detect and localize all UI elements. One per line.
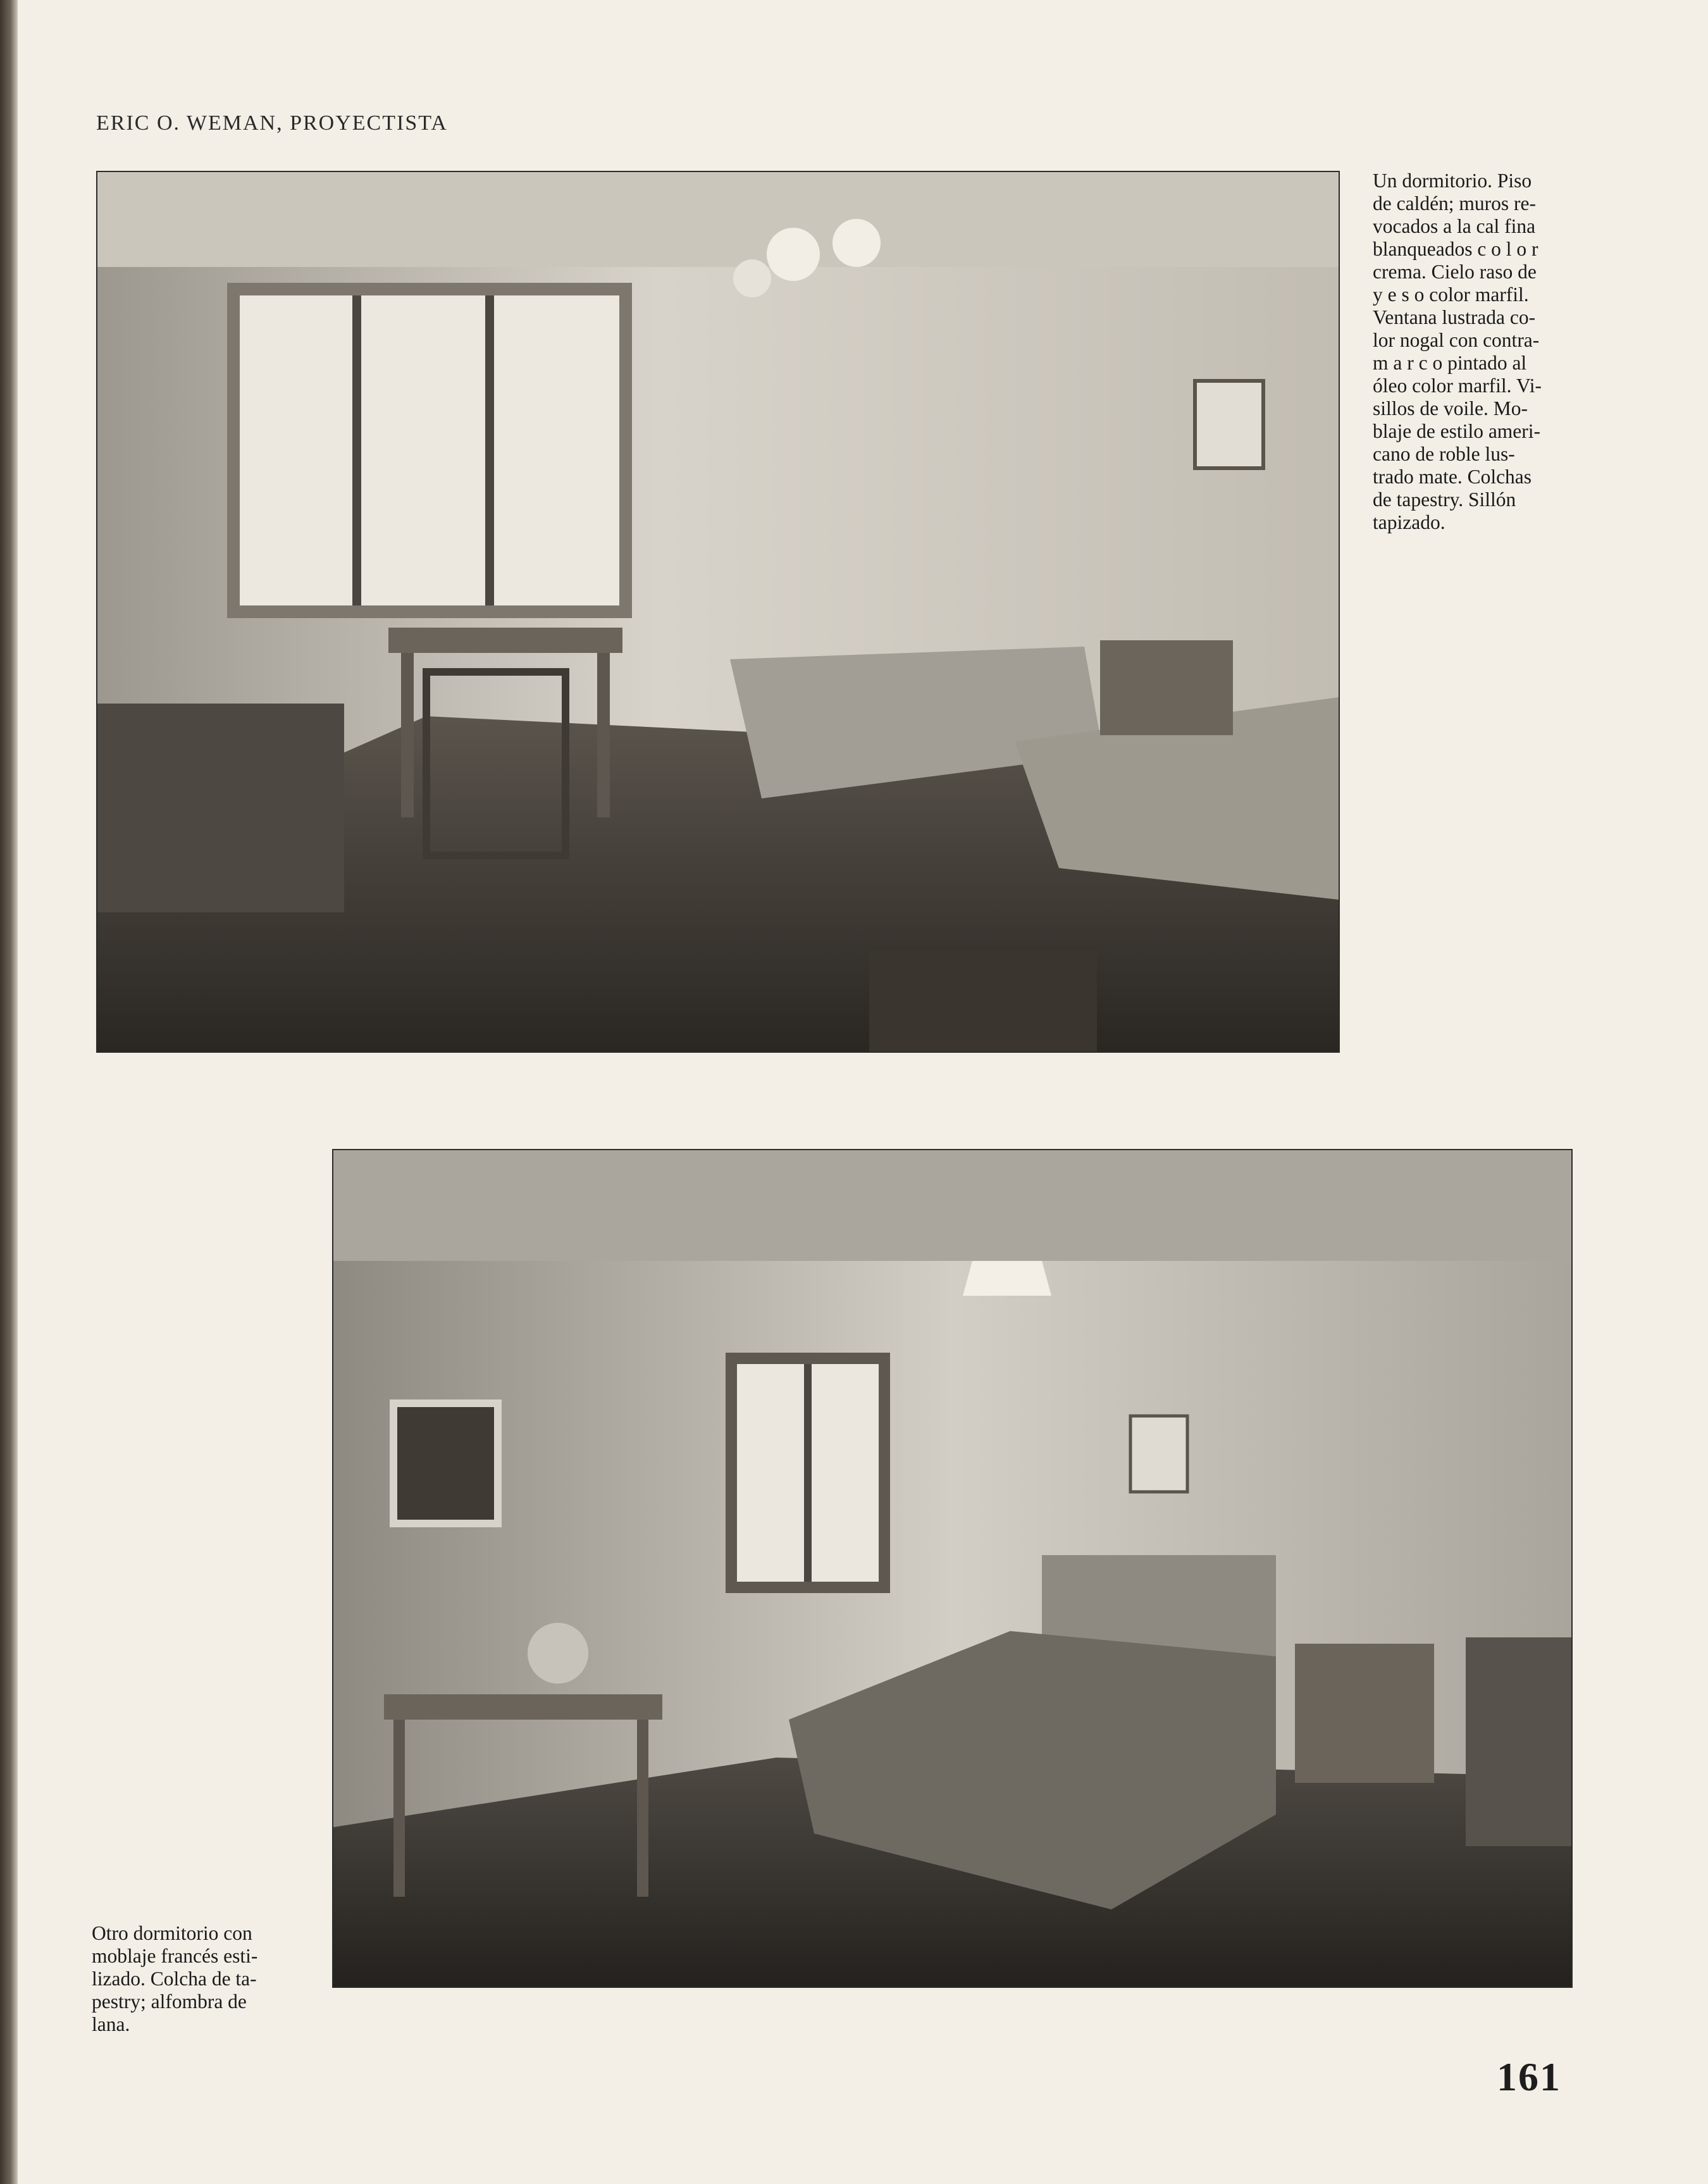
- caption-line: pestry; alfombra de: [92, 1990, 247, 2013]
- caption-line: de tapestry. Sillón: [1373, 488, 1516, 511]
- caption-line: óleo color marfil. Vi-: [1373, 375, 1542, 397]
- caption-line: y e s o color marfil.: [1373, 283, 1529, 306]
- bedroom-photo-single-bed: [332, 1149, 1573, 1988]
- caption-line: lor nogal con contra-: [1373, 329, 1540, 351]
- caption-line: tapizado.: [1373, 511, 1445, 533]
- caption-line: blanqueados c o l o r: [1373, 238, 1538, 260]
- caption-line: trado mate. Colchas: [1373, 466, 1532, 488]
- caption-line: Un dormitorio. Piso: [1373, 170, 1532, 192]
- caption-line: cano de roble lus-: [1373, 443, 1515, 465]
- caption-line: Ventana lustrada co-: [1373, 306, 1536, 328]
- caption-line: lizado. Colcha de ta-: [92, 1968, 257, 1990]
- caption-line: vocados a la cal fina: [1373, 215, 1536, 237]
- caption-line: crema. Cielo raso de: [1373, 261, 1537, 283]
- caption-line: blaje de estilo ameri-: [1373, 420, 1541, 442]
- caption-line: de caldén; muros re-: [1373, 192, 1537, 214]
- caption-line: m a r c o pintado al: [1373, 352, 1527, 374]
- bedroom-photo-twin-beds: [96, 171, 1340, 1053]
- book-binding-edge: [0, 0, 18, 2184]
- caption-line: lana.: [92, 2013, 130, 2035]
- running-head: ERIC O. WEMAN, PROYECTISTA: [96, 111, 448, 135]
- caption-top-photo: [1373, 170, 1579, 534]
- caption-line: sillos de voile. Mo-: [1373, 397, 1528, 419]
- page-number: 161: [1497, 2054, 1561, 2099]
- caption-line: moblaje francés esti-: [92, 1945, 258, 1967]
- caption-bottom-photo: [92, 1922, 297, 2036]
- caption-line: Otro dormitorio con: [92, 1922, 252, 1944]
